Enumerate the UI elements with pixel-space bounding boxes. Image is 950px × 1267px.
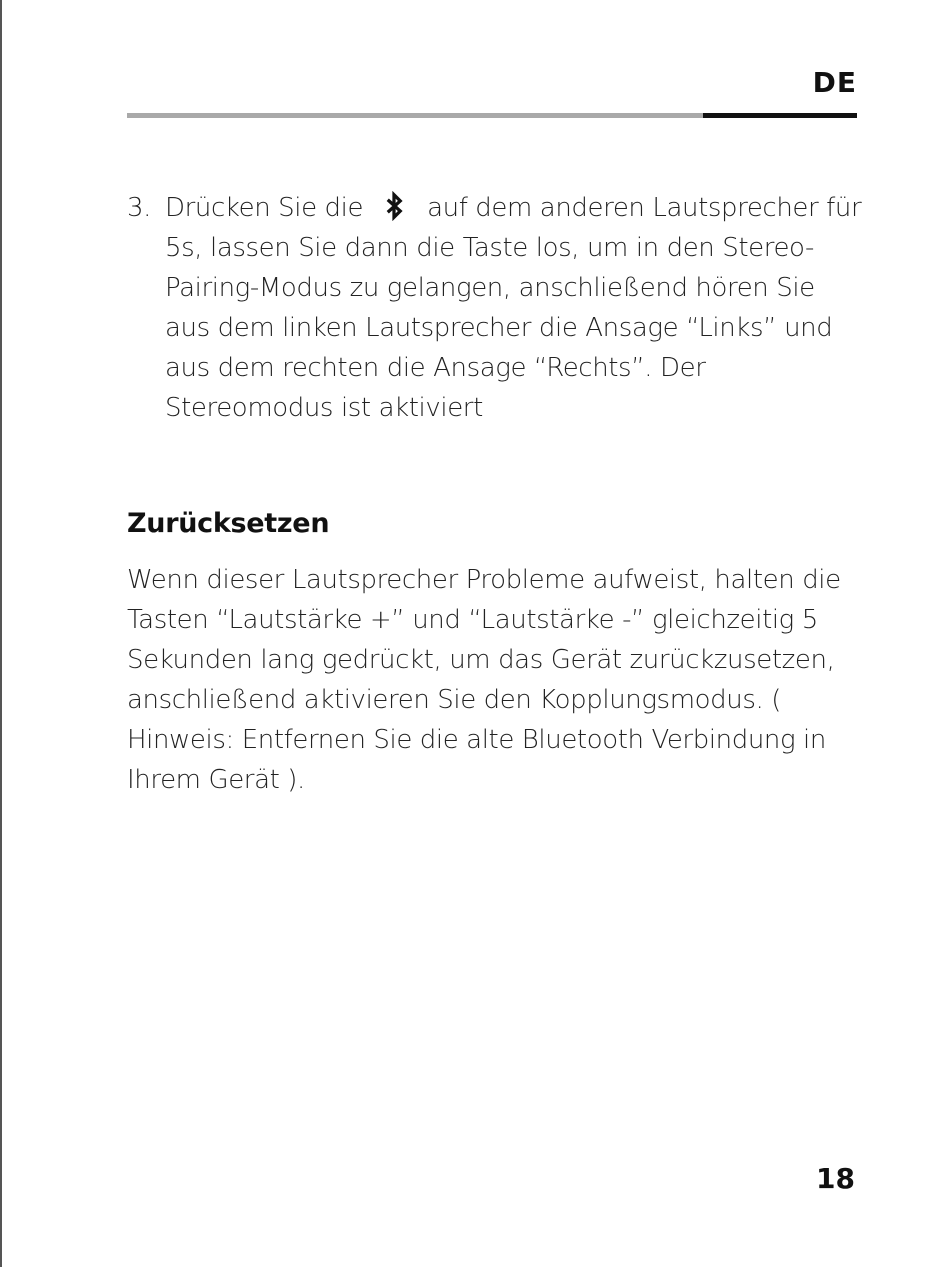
step-number: 3. [127,193,152,223]
step-text-before: Drücken Sie die [165,193,364,223]
step-text-after: auf dem anderen Lautsprecher für 5s, lassen Sie dann die Taste los, um in den Stereo-Pairing-Modus zu gelangen, anschließend hören Sie aus dem linken Lautsprecher die Ansage “Links” und aus dem rechten die Ansage “Rechts”. Der Stereomodus ist aktiviert [165,193,862,423]
page-content [127,188,867,800]
bluetooth-icon [379,191,409,221]
steps-list [127,188,867,428]
reset-paragraph: Wenn dieser Lautsprecher Probleme aufweist, halten die Tasten “Lautstärke +” und “Lautstärke -” gleichzeitig 5 Sekunden lang gedrückt, um das Gerät zurückzusetzen, anschließend aktivieren Sie den Kopplungsmodus. ( Hinweis: Entfernen Sie die alte Bluetooth Verbindung in Ihrem Gerät ). [127,565,841,795]
header-rule-grey [127,113,703,118]
page-number: 18 [816,1162,855,1195]
page-edge [0,0,2,1267]
section-heading-reset: Zurücksetzen [127,508,330,539]
language-label: DE [812,66,857,99]
step-item [127,188,867,428]
header-rule-black [703,113,857,118]
